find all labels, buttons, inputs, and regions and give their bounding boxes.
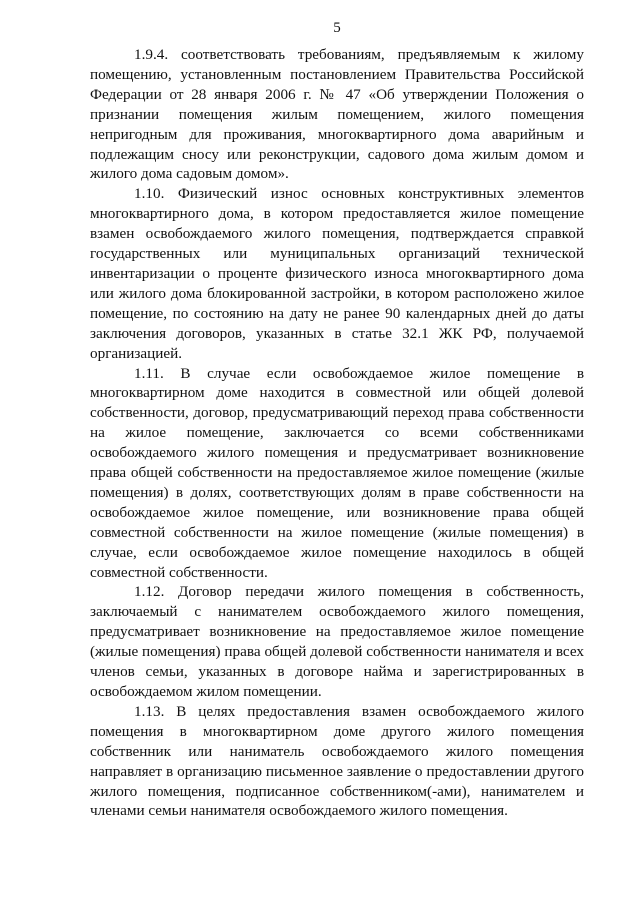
paragraph-1-12: 1.12. Договор передачи жилого помещения в собственность, заключаемый с нанимателем освобождаемого жилого помещения, предусматривает возникновение на предоставляемое жилое помещение (жилые помещения) права общей долевой собственности нанимателя и всех членов семьи, указанных в договоре найма и зарегистрированных в освобождаемом жилом помещении. — [90, 583, 584, 700]
paragraph-1-9-4: 1.9.4. соответствовать требованиям, предъявляемым к жилому помещению, установленным постановлением Правительства Российской Федерации от 28 января 2006 г. № 47 «Об утверждении Положения о признании помещения жилым помещением, жилого помещения непригодным для проживания, многоквартирного дома аварийным и подлежащим сносу или реконструкции, садового дома жилым домом и жилого дома садовым домом». — [90, 46, 584, 183]
paragraph-1-11: 1.11. В случае если освобождаемое жилое помещение в многоквартирном доме находится в совместной или общей долевой собственности, договор, предусматривающий переход права собственности на жилое помещение, заключается со всеми собственниками освобождаемого жилого помещения и предусматривает возникновение права общей собственности на предоставляемое жилое помещение (жилые помещения) в долях, соответствующих долям в праве собственности на освобождаемое жилое помещение, или возникновение права общей совместной собственности на жилое помещение (жилые помещения) в случае, если освобождаемое жилое помещение находилось в общей совместной собственности. — [90, 364, 584, 581]
page-number: 5 — [333, 20, 341, 36]
paragraph-1-10: 1.10. Физический износ основных конструктивных элементов многоквартирного дома, в котором предоставляется жилое помещение взамен освобождаемого жилого помещения, подтверждается справкой государственных или муниципальных организаций технической инвентаризации о проценте физического износа многоквартирного дома или жилого дома блокированной застройки, в котором расположено жилое помещение, по состоянию на дату не ранее 90 календарных дней до даты заключения договоров, указанных в статье 32.1 ЖК РФ, получаемой организацией. — [90, 185, 584, 362]
document-body — [90, 45, 584, 821]
paragraph-1-13: 1.13. В целях предоставления взамен освобождаемого жилого помещения в многоквартирном доме другого жилого помещения собственник или наниматель освобождаемого жилого помещения направляет в организацию письменное заявление о предоставлении другого жилого помещения, подписанное собственником(-ами), нанимателем и членами семьи нанимателя освобождаемого жилого помещения. — [90, 702, 584, 820]
